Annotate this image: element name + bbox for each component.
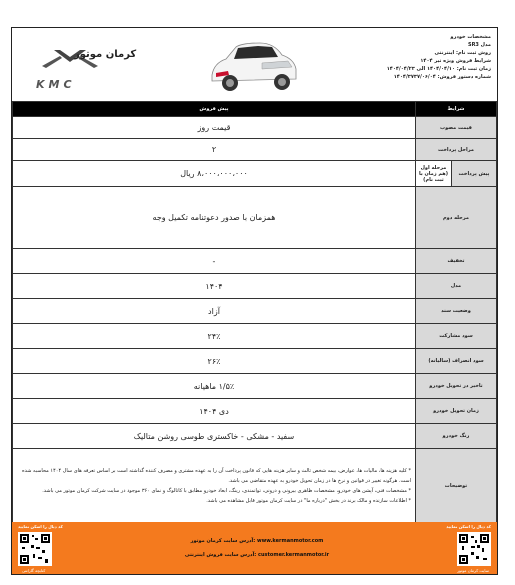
row-label: زمان تحویل خودرو	[415, 399, 496, 424]
row-value: قیمت روز	[13, 117, 416, 139]
car-image	[202, 33, 302, 99]
row-value: ۱/۵٪ ماهیانه	[13, 374, 416, 399]
table-row	[13, 299, 497, 324]
table-row	[13, 161, 497, 187]
row-label: پیش پرداخت	[452, 161, 497, 187]
specs-line4: زمان ثبت نام: ۱۴۰۴/۰۴/۱۰ الی ۱۴۰۴/۰۴/۲۳	[386, 66, 491, 72]
conditions-table	[12, 101, 497, 524]
row-value: -	[13, 249, 416, 274]
row-label: رنگ خودرو	[415, 424, 496, 449]
row-value: دی ۱۴۰۴	[13, 399, 416, 424]
row-value: ۱۴۰۴	[13, 274, 416, 299]
specs-title: مشخصات خودرو	[450, 34, 491, 40]
qr-code-left[interactable]	[18, 532, 52, 566]
section-label: شرایط	[415, 102, 496, 117]
row-sublabel	[415, 161, 451, 187]
section-value: پیش فروش	[13, 102, 416, 117]
specs-line3: شرایط فروش ویژه تیر ۱۴۰۴	[420, 58, 491, 64]
qr-right-sub: سایت کرمان موتور	[457, 568, 489, 573]
footer-bar	[12, 522, 497, 574]
table-row	[13, 117, 497, 139]
row-label: وضعیت سند	[415, 299, 496, 324]
row-label: مدل	[415, 274, 496, 299]
note-item: * اطلاعات سازنده و مالک برند در بخش "درباره ما" در سایت کرمان موتور قابل مشاهده می باشد.	[206, 498, 411, 504]
row-label: قیمت مصوب	[415, 117, 496, 139]
qr-right-caption: کد دیال را اسکن نمایید	[446, 524, 491, 529]
table-row	[13, 274, 497, 299]
customer-site-address[interactable]: customer.kermanmotor.ir :آدرس سایت فروش اینترنتی	[184, 552, 330, 558]
note-item: * مشخصات فنی، آپشن های خودرو، مشخصات ظاهری بیرونی و درونی، توانمندی، رینگ، ابعاد خودرو مطابق با کاتالوگ و نمای ۳۶۰ موجود در سایت شرکت کرمان موتور می باشد.	[42, 488, 411, 494]
table-row	[13, 349, 497, 374]
specs-line5: شماره دستور فروش: ۱۴۰۴/۳۷۳۷/۰۶/۰۴	[393, 74, 491, 80]
svg-text:KMC: KMC	[36, 78, 76, 91]
sheet-header	[12, 28, 497, 101]
row-label: سود مشارکت	[415, 324, 496, 349]
site-address[interactable]: www.kermanmotor.com :آدرس سایت کرمان موتور	[190, 538, 324, 544]
sub-note: (هم زمان با ثبت نام)	[418, 170, 448, 183]
notes-label: توضیحات	[415, 449, 496, 524]
qr-left-caption: کد دیال را اسکن نمایید	[18, 524, 63, 529]
table-header-row	[13, 102, 497, 117]
price-sheet	[11, 27, 498, 575]
row-value: ۲۶٪	[13, 349, 416, 374]
row-label: تاخیر در تحویل خودرو	[415, 374, 496, 399]
specs-model: مدل SR3	[467, 42, 491, 48]
row-label: مراحل پرداخت	[415, 139, 496, 161]
notes-content	[13, 449, 416, 524]
table-row	[13, 187, 497, 249]
qr-code-right[interactable]	[457, 532, 491, 566]
sub-label: مرحله اول	[420, 164, 447, 171]
row-value: آزاد	[13, 299, 416, 324]
table-row	[13, 249, 497, 274]
specs-line2: روش ثبت نام: اینترنتی	[434, 50, 491, 56]
qr-left-sub: کتابچه گارانتی	[22, 568, 46, 573]
row-value: ۲	[13, 139, 416, 161]
vehicle-specs	[341, 33, 491, 81]
row-value: ۸،۰۰۰،۰۰۰،۰۰۰ ریال	[13, 161, 416, 187]
table-row	[13, 374, 497, 399]
row-label: مرحله دوم	[415, 187, 496, 249]
table-row	[13, 139, 497, 161]
table-row	[13, 424, 497, 449]
row-value: ۲۴٪	[13, 324, 416, 349]
table-row	[13, 399, 497, 424]
brand-name: کرمان موتور	[74, 49, 137, 60]
row-label: سود انصراف (سالیانه)	[415, 349, 496, 374]
row-label: تخفیف	[415, 249, 496, 274]
table-row	[13, 324, 497, 349]
notes-row	[13, 449, 497, 524]
row-value: سفید - مشکی - خاکستری طوسی روشن متالیک	[13, 424, 416, 449]
note-item: * کلیه هزینه ها، مالیات ها، عوارض، بیمه شخص ثالث و سایر هزینه هایی که قانون پرداخت آن را به عهده مشتری و مصرف کننده گذاشته است بر اساس تعرفه های سال ۱۴۰۴ محاسبه شده است. هرگونه تغییر در قوانین و نرخ ها در زمان تحویل خودرو به عهده متقاضی می باشد.	[22, 468, 411, 484]
row-value: همزمان با صدور دعوتنامه تکمیل وجه	[13, 187, 416, 249]
